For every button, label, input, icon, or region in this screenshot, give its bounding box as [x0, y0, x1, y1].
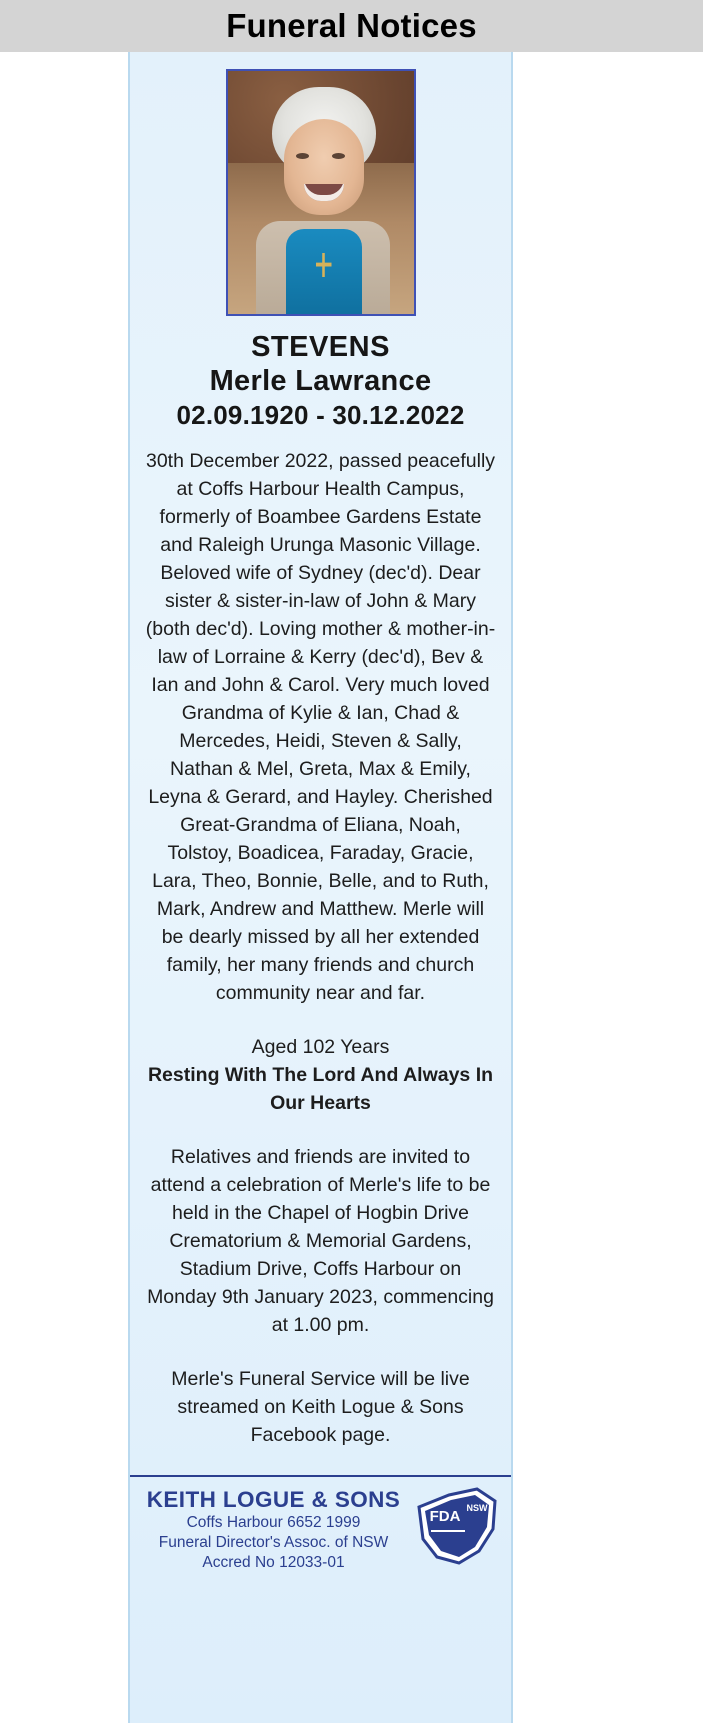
funeral-director-accreditation: Accred No 12033-01 — [202, 1554, 345, 1572]
portrait-frame — [226, 69, 416, 316]
photo-eye-right — [332, 153, 345, 159]
funeral-director-name: KEITH LOGUE & SONS — [146, 1487, 401, 1513]
left-margin — [0, 52, 128, 1723]
service-details: Relatives and friends are invited to attend a celebration of Merle's life to be held in the Chapel of Hogbin Drive Crematorium & Memorial Gardens, Stadium Drive, Coffs Harbour on Monday 9th January 2023, commencing at 1.00 pm. — [147, 1146, 494, 1337]
page-title: Funeral Notices — [226, 7, 477, 44]
life-dates: 02.09.1920 - 30.12.2022 — [176, 400, 465, 431]
page-header — [0, 0, 703, 52]
svg-text:NSW: NSW — [466, 1503, 487, 1514]
photo-eye-left — [296, 153, 309, 159]
name-block — [177, 330, 465, 431]
funeral-director-footer — [130, 1475, 511, 1573]
funeral-director-phone: Coffs Harbour 6652 1999 — [186, 1514, 361, 1532]
notice-card — [128, 52, 513, 1723]
svg-text:FDA: FDA — [429, 1508, 460, 1526]
right-margin — [513, 52, 703, 1723]
age-line: Aged 102 Years — [251, 1036, 390, 1059]
surname: STEVENS — [251, 331, 390, 363]
funeral-director-association: Funeral Director's Assoc. of NSW — [158, 1534, 389, 1552]
portrait-photo — [228, 71, 414, 314]
given-names: Merle Lawrance — [209, 365, 432, 398]
epitaph: Resting With The Lord And Always In Our Hearts — [147, 1064, 494, 1115]
livestream-details: Merle's Funeral Service will be live streamed on Keith Logue & Sons Facebook page. — [171, 1368, 470, 1447]
funeral-director-details — [143, 1485, 405, 1573]
notice-body: 30th December 2022, passed peacefully at Coffs Harbour Health Campus, formerly of Boambee Gardens Estate and Raleigh Urunga Masonic Village. Beloved wife of Sydney (dec'd). Dear sister & sister-in-law of John & Mary (both dec'd). Loving mother & mother-in-law of Lorraine & Kerry (dec'd), Bev & Ian and John & Carol. Very much loved Grandma of Kylie & Ian, Chad & Mercedes, Heidi, Steven & Sally, Nathan & Mel, Greta, Max & Emily, Leyna & Gerard, and Hayley. Cherished Great-Grandma of Eliana, Noah, Tolstoy, Boadicea, Faraday, Gracie, Lara, Theo, Bonnie, Belle, and to Ruth, Mark, Andrew and Matthew. Merle will be dearly missed by all her extended family, her many friends and church community near and far. — [145, 450, 496, 1005]
fda-nsw-logo-icon — [415, 1485, 499, 1567]
